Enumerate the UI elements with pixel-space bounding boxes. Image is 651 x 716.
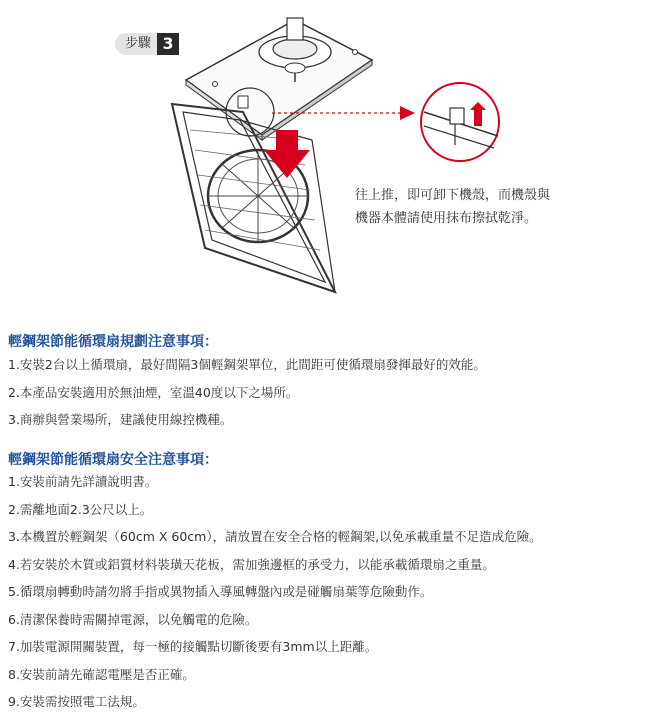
- figure-caption: 往上推，即可卸下機殼，而機殼與機器本體請使用抹布擦拭乾淨。: [355, 188, 551, 226]
- installation-illustration: [0, 0, 651, 310]
- list-item: 8.安裝前請先確認電壓是否正確。: [8, 666, 195, 682]
- planning-notes-list: [8, 351, 486, 434]
- list-item: 1.安裝2台以上循環扇，最好間隔3個輕鋼架單位，此間距可使循環扇發揮最好的效能。: [8, 357, 486, 372]
- list-item: 6.清潔保養時需關掉電源，以免觸電的危險。: [8, 611, 258, 627]
- planning-notes-title: 輕鋼架節能循環扇規劃注意事項：: [8, 334, 218, 350]
- list-item: 1.安裝前請先詳讀說明書。: [8, 474, 158, 489]
- list-item: 4.若安裝於木質或鋁質材料裝璜天花板，需加強邊框的承受力，以能承載循環扇之重量。: [8, 556, 495, 572]
- list-item: 2.本產品安裝適用於無油煙，室溫40度以下之場所。: [8, 384, 299, 400]
- step-badge: [115, 33, 179, 55]
- step-label: 步驟: [115, 33, 157, 55]
- safety-notes-list: [8, 468, 542, 716]
- list-item: 2.需離地面2.3公尺以上。: [8, 501, 153, 517]
- list-item: 5.循環扇轉動時請勿將手指或異物插入導風轉盤內或是碰觸扇葉等危險動作。: [8, 584, 433, 599]
- safety-notes-title: 輕鋼架節能循環扇安全注意事項：: [8, 452, 218, 468]
- list-item: 3.本機置於輕鋼架（60cm X 60cm），請放置在安全合格的輕鋼架,以免承載重量不足造成危險。: [8, 529, 542, 544]
- step-number: 3: [157, 33, 179, 55]
- list-item: 7.加裝電源開關裝置，每一極的接觸點切斷後要有3mm以上距離。: [8, 639, 378, 654]
- list-item: 9.安裝需按照電工法規。: [8, 694, 145, 709]
- list-item: 3.商辦與營業場所，建議使用線控機種。: [8, 412, 233, 427]
- fan-removal-diagram: [0, 0, 651, 310]
